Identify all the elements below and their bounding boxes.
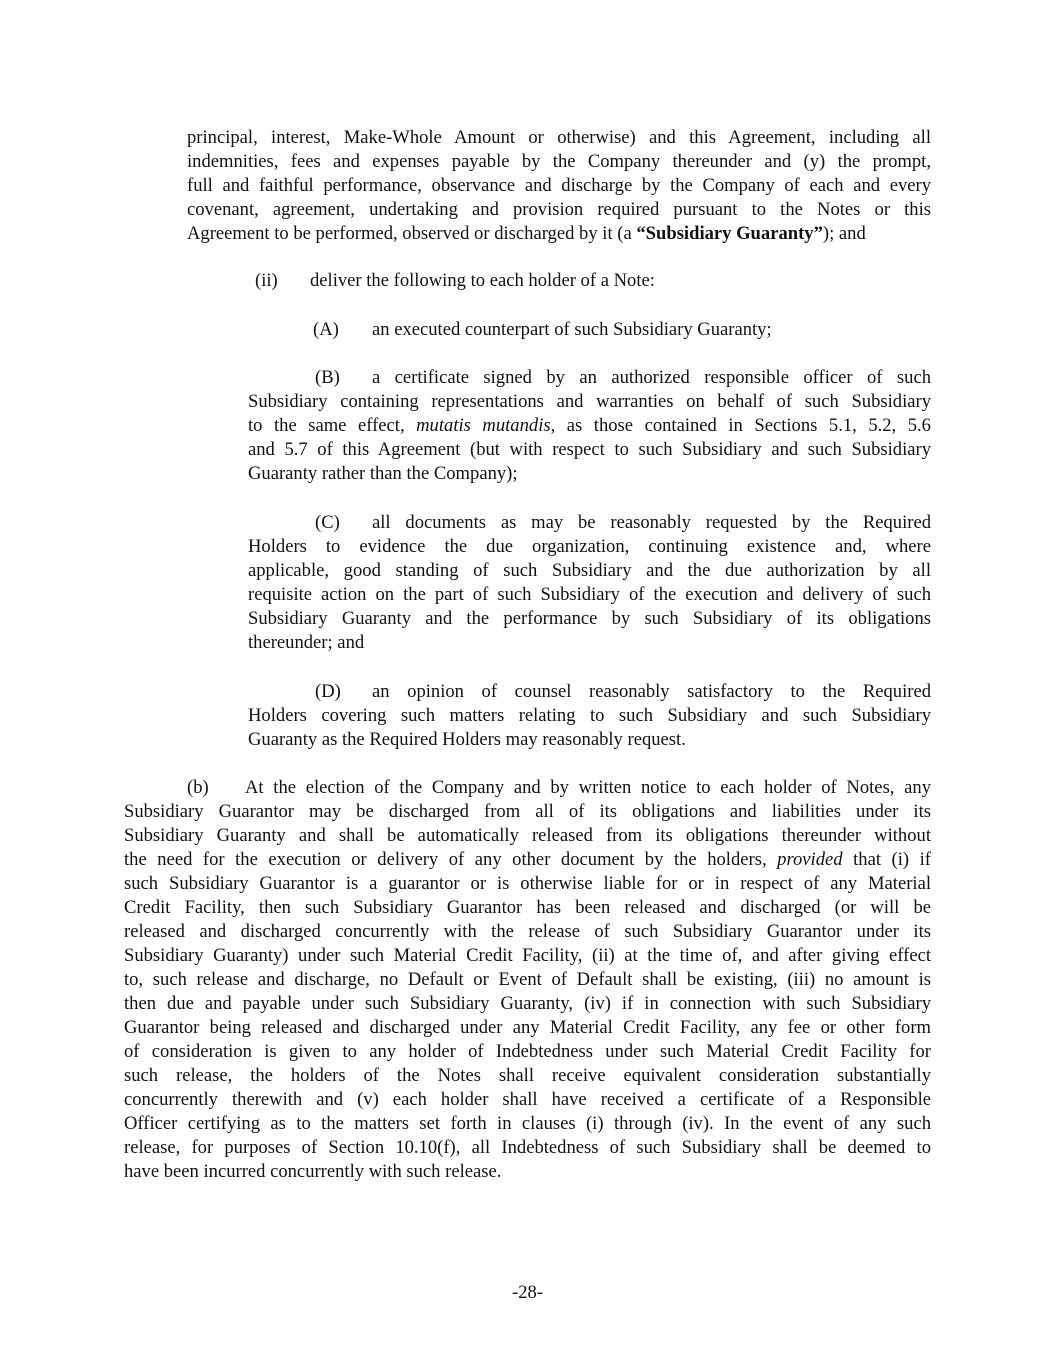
clause-label: (ii)	[255, 270, 278, 291]
text-line	[124, 1064, 931, 1088]
text-line	[187, 198, 931, 222]
text-line	[248, 704, 931, 728]
line-text: ); and	[822, 223, 866, 244]
text-line	[124, 968, 931, 992]
line-text: such Subsidiary Guarantor is a guarantor or is otherwise liable for or in respect of any Material	[124, 873, 931, 894]
line-text: an executed counterpart of such Subsidiary Guaranty;	[372, 319, 772, 340]
text-line	[248, 366, 931, 390]
line-text: to the same effect,	[248, 415, 417, 436]
clause-A	[313, 318, 931, 342]
text-line	[124, 1040, 931, 1064]
text-line	[248, 511, 931, 535]
line-text: Agreement to be performed, observed or discharged by it (a	[187, 223, 637, 244]
text-line	[124, 1136, 931, 1160]
line-text: thereunder; and	[248, 632, 365, 653]
text-line	[248, 607, 931, 631]
clause-D	[248, 680, 931, 752]
text-line	[124, 920, 931, 944]
clause-b	[124, 776, 931, 1184]
clause-label: (A)	[313, 319, 339, 340]
text-line	[248, 390, 931, 414]
line-text: At the election of the Company and by written notice to each holder of Notes, any	[245, 777, 931, 798]
line-text: an opinion of counsel reasonably satisfactory to the Required	[372, 681, 931, 702]
text-line	[248, 559, 931, 583]
text-line	[248, 728, 931, 752]
line-text: to, such release and discharge, no Default or Event of Default shall be existing, (iii) no amount is	[124, 969, 931, 990]
line-text: all documents as may be reasonably requested by the Required	[372, 512, 931, 533]
text-line	[124, 1016, 931, 1040]
text-line	[124, 800, 931, 824]
line-text: release, for purposes of Section 10.10(f), all Indebtedness of such Subsidiary shall be deemed to	[124, 1137, 931, 1158]
clause-ii	[255, 269, 931, 293]
text-line	[187, 174, 931, 198]
line-text: and 5.7 of this Agreement (but with respect to such Subsidiary and such Subsidiary	[248, 439, 931, 460]
text-line	[124, 1112, 931, 1136]
text-line	[248, 438, 931, 462]
clause-label: (b)	[187, 777, 209, 798]
line-text: a certificate signed by an authorized responsible officer of such	[372, 367, 931, 388]
line-text: Subsidiary Guaranty) under such Material Credit Facility, (ii) at the time of, and after giving effect	[124, 945, 931, 966]
text-line	[248, 680, 931, 704]
text-line	[124, 824, 931, 848]
line-text: deliver the following to each holder of a Note:	[310, 270, 655, 291]
text-line	[248, 631, 931, 655]
line-text: Subsidiary Guaranty and the performance by such Subsidiary of its obligations	[248, 608, 931, 629]
page-number: -28-	[512, 1282, 543, 1303]
text-line	[124, 848, 931, 872]
text-line	[124, 896, 931, 920]
line-text: indemnities, fees and expenses payable by the Company thereunder and (y) the prompt,	[187, 151, 931, 172]
line-text: that (i) if	[842, 849, 931, 870]
text-line	[255, 269, 931, 293]
line-text: Guaranty as the Required Holders may reasonably request.	[248, 729, 686, 750]
text-line	[124, 872, 931, 896]
line-text: then due and payable under such Subsidiary Guaranty, (iv) if in connection with such Subsidiary	[124, 993, 931, 1014]
text-line	[124, 1160, 931, 1184]
line-text: released and discharged concurrently with the release of such Subsidiary Guarantor under its	[124, 921, 931, 942]
line-text: such release, the holders of the Notes shall receive equivalent consideration substantially	[124, 1065, 931, 1086]
line-text: covenant, agreement, undertaking and provision required pursuant to the Notes or this	[187, 199, 931, 220]
line-text: Subsidiary Guarantor may be discharged from all of its obligations and liabilities under its	[124, 801, 931, 822]
line-text: Subsidiary Guaranty and shall be automatically released from its obligations thereunder without	[124, 825, 931, 846]
line-text: the need for the execution or delivery of any other document by the holders,	[124, 849, 778, 870]
line-text: full and faithful performance, observance and discharge by the Company of each and every	[187, 175, 931, 196]
text-line	[313, 318, 931, 342]
text-line	[248, 414, 931, 438]
line-text: concurrently therewith and (v) each holder shall have received a certificate of a Responsible	[124, 1089, 931, 1110]
clause-label: (B)	[315, 367, 340, 388]
line-text: , as those contained in Sections 5.1, 5.2, 5.6	[550, 415, 931, 436]
text-line	[187, 222, 931, 246]
text-line	[124, 944, 931, 968]
line-text: applicable, good standing of such Subsidiary and the due authorization by all	[248, 560, 931, 581]
line-text: of consideration is given to any holder of Indebtedness under such Material Credit Facility for	[124, 1041, 931, 1062]
italic-text: provided	[777, 849, 843, 870]
line-text: Subsidiary containing representations and warranties on behalf of such Subsidiary	[248, 391, 931, 412]
line-text: Holders covering such matters relating to such Subsidiary and such Subsidiary	[248, 705, 931, 726]
clause-label: (C)	[315, 512, 340, 533]
text-line	[124, 776, 931, 800]
line-text: Officer certifying as to the matters set forth in clauses (i) through (iv). In the event of any such	[124, 1113, 931, 1134]
line-text: Credit Facility, then such Subsidiary Guarantor has been released and discharged (or will be	[124, 897, 931, 918]
defined-term: “Subsidiary Guaranty”	[636, 223, 823, 244]
text-line	[248, 583, 931, 607]
text-line	[248, 462, 931, 486]
line-text: have been incurred concurrently with such release.	[124, 1161, 502, 1182]
italic-text: mutatis mutandis	[416, 415, 551, 436]
line-text: requisite action on the part of such Subsidiary of the execution and delivery of such	[248, 584, 931, 605]
line-text: Holders to evidence the due organization, continuing existence and, where	[248, 536, 931, 557]
line-text: principal, interest, Make-Whole Amount or otherwise) and this Agreement, including all	[187, 127, 931, 148]
clause-label: (D)	[315, 681, 341, 702]
text-line	[124, 1088, 931, 1112]
text-line	[248, 535, 931, 559]
clause-C	[248, 511, 931, 655]
line-text: Guaranty rather than the Company);	[248, 463, 518, 484]
clause-B	[248, 366, 931, 486]
text-line	[187, 126, 931, 150]
line-text: Guarantor being released and discharged under any Material Credit Facility, any fee or other form	[124, 1017, 931, 1038]
text-line	[124, 992, 931, 1016]
text-line	[187, 150, 931, 174]
paragraph-guaranty-continuation	[187, 126, 931, 246]
